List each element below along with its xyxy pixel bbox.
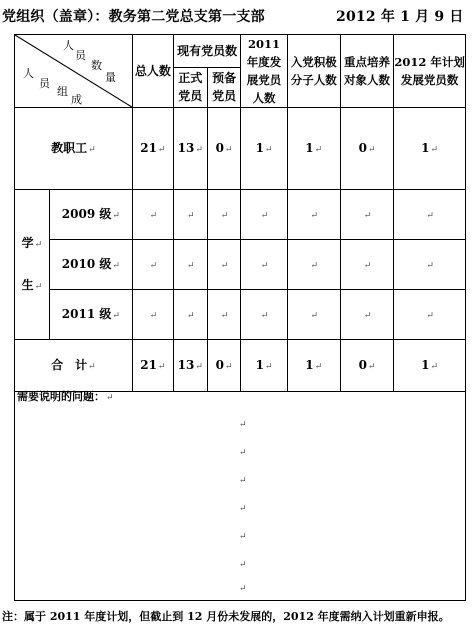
- corner-label: 员: [75, 49, 86, 62]
- cell-empty: ↵: [394, 190, 466, 240]
- cell-probationary: 0↵: [207, 340, 241, 392]
- cell-empty: ↵: [173, 290, 207, 340]
- cell-total: 21↵: [132, 108, 173, 190]
- header-formal: 正式党员: [173, 67, 207, 107]
- header-corner-diagonal: [15, 35, 133, 108]
- cell-empty: ↵: [132, 190, 173, 240]
- cell-empty: ↵: [207, 240, 241, 290]
- header-total: 总人数: [132, 35, 173, 108]
- cell-empty: ↵: [241, 240, 287, 290]
- cell-develop: 1↵: [241, 340, 287, 392]
- cell-key: 0↵: [340, 108, 393, 190]
- report-date: 2012 年 1 月 9 日: [336, 9, 464, 25]
- cell-plan: 1↵: [394, 108, 466, 190]
- header-probationary: 预备党员: [207, 67, 241, 107]
- corner-label: 员: [39, 77, 50, 90]
- cell-empty: ↵: [173, 190, 207, 240]
- cell-total: 21↵: [132, 340, 173, 392]
- cell-activists: 1↵: [287, 108, 340, 190]
- statistics-table: [14, 34, 466, 392]
- header-activists: 入党积极分子人数: [287, 35, 340, 108]
- cell-empty: ↵: [207, 190, 241, 240]
- paragraph-mark: ↵: [239, 584, 247, 594]
- corner-label: 量: [105, 71, 116, 84]
- party-org-title: 党组织（盖章）：教务第二党总支第一支部: [2, 9, 265, 25]
- cell-empty: ↵: [132, 240, 173, 290]
- cell-activists: 1↵: [287, 340, 340, 392]
- paragraph-mark: ↵: [239, 476, 247, 486]
- cell-probationary: 0↵: [207, 108, 241, 190]
- header-current-members: 现有党员数: [173, 35, 241, 68]
- cell-empty: ↵: [287, 240, 340, 290]
- corner-label: 成: [71, 93, 82, 106]
- cell-plan: 1↵: [394, 340, 466, 392]
- grade-2011: 2011 级↵: [49, 290, 132, 340]
- row-label-sum: 合 计↵: [15, 340, 133, 392]
- row-label-students: 学↵ 生↵: [15, 190, 50, 340]
- table-row: [15, 108, 466, 190]
- cell-key: 0↵: [340, 340, 393, 392]
- cell-empty: ↵: [173, 240, 207, 290]
- cell-empty: ↵: [340, 190, 393, 240]
- paragraph-mark: ↵: [239, 560, 247, 570]
- corner-label: 人: [23, 67, 34, 80]
- paragraph-mark: ↵: [239, 448, 247, 458]
- row-label-staff: 教职工↵: [15, 108, 133, 190]
- table-row: [15, 290, 466, 340]
- header-develop-2011: 2011 年度发展党员人数: [241, 35, 287, 108]
- header-plan-2012: 2012 年计划发展党员数: [394, 35, 466, 108]
- cell-formal: 13↵: [173, 340, 207, 392]
- notes-label: 需要说明的问题：↵: [17, 390, 114, 403]
- cell-empty: ↵: [394, 290, 466, 340]
- cell-formal: 13↵: [173, 108, 207, 190]
- cell-empty: ↵: [340, 290, 393, 340]
- paragraph-mark: ↵: [239, 420, 247, 430]
- cell-empty: ↵: [207, 290, 241, 340]
- page-title: [2, 6, 464, 26]
- paragraph-mark: ↵: [239, 532, 247, 542]
- footnote: 注：属于 2011 年度计划，但截止到 12 月份未发展的，2012 年度需纳入计划重新申报。: [2, 610, 450, 623]
- grade-2009: 2009 级↵: [49, 190, 132, 240]
- cell-empty: ↵: [394, 240, 466, 290]
- header-key-training: 重点培养对象人数: [340, 35, 393, 108]
- table-row: [15, 240, 466, 290]
- paragraph-mark: ↵: [239, 504, 247, 514]
- cell-empty: ↵: [340, 240, 393, 290]
- grade-2010: 2010 级↵: [49, 240, 132, 290]
- cell-empty: ↵: [241, 190, 287, 240]
- corner-label: 组: [57, 85, 68, 98]
- cell-develop: 1↵: [241, 108, 287, 190]
- cell-empty: ↵: [241, 290, 287, 340]
- table-row: [15, 190, 466, 240]
- corner-label: 人: [63, 39, 74, 52]
- cell-empty: ↵: [287, 190, 340, 240]
- cell-empty: ↵: [132, 290, 173, 340]
- notes-box: [14, 378, 466, 601]
- corner-label: 数: [91, 59, 102, 72]
- cell-empty: ↵: [287, 290, 340, 340]
